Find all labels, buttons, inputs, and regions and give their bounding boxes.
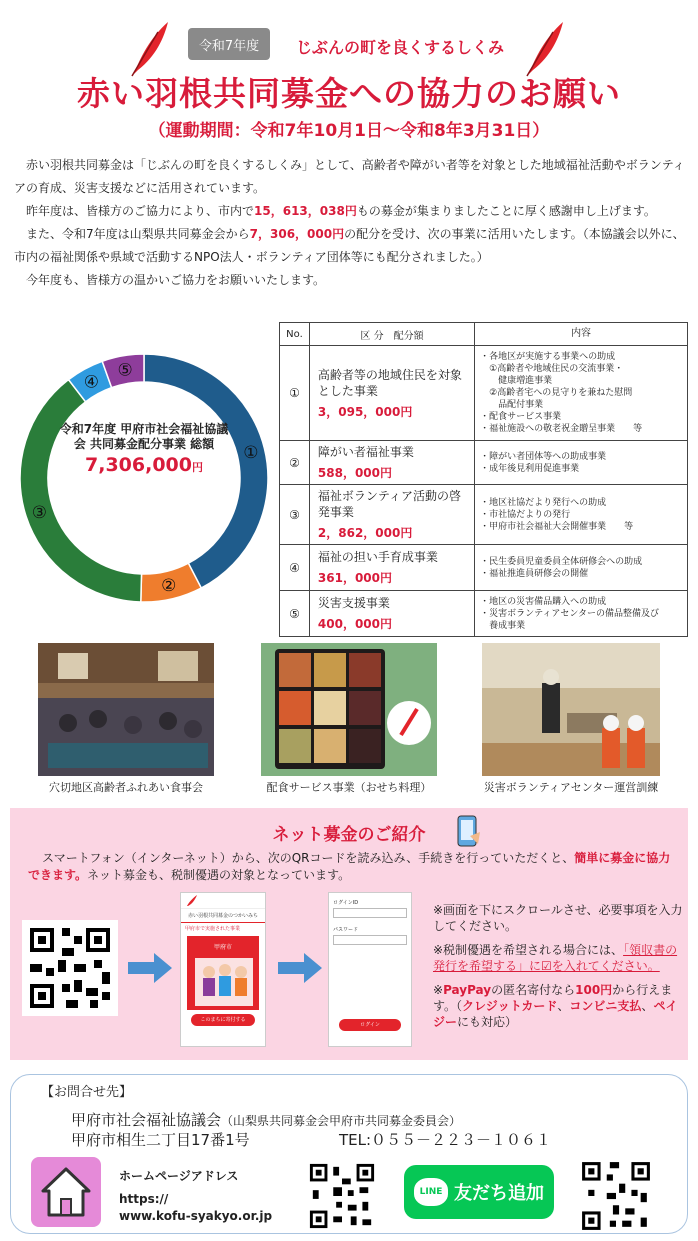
donut-svg <box>16 350 272 606</box>
phone-city-card <box>187 936 259 1010</box>
homepage-url[interactable]: www.kofu-syakyo.or.jp <box>119 1209 273 1223</box>
note-receipt-highlight: 「領収書の発行を希望する」に☑を入れてください。 <box>433 943 678 973</box>
tagline: じぶんの町を良くするしくみ <box>296 38 505 57</box>
detail-line: ・福祉施設への敬老祝金贈呈事業 等 <box>480 424 643 434</box>
allocation-donut-chart <box>16 350 272 606</box>
phone-password-label: パスワード <box>333 927 359 933</box>
detail-line: ・民生委員児童委員全体研修会への助成 <box>480 556 643 567</box>
line-qr-code[interactable] <box>579 1159 653 1233</box>
organization-address: 甲府市相生二丁目17番1号 <box>71 1131 250 1149</box>
net-donation-title: ネット募金のご紹介 <box>272 825 426 845</box>
year-badge: 令和7年度 <box>188 28 270 60</box>
homepage-qr-code[interactable] <box>307 1161 377 1231</box>
detail-line: ・市社協だよりの発行 <box>480 509 571 520</box>
credit-card-label: クレジットカード <box>462 999 558 1013</box>
net-desc-highlight: 簡単に募金に協力できます。 <box>28 851 671 882</box>
note-text-part: ※税制優遇を希望される場合には、 <box>433 943 624 957</box>
row-number: ④ <box>280 545 310 591</box>
last-year-total: 15，613，038円 <box>254 204 357 218</box>
category-amount: 361，000円 <box>317 571 393 585</box>
organization-tel: TEL:０５５－２２３－１０６１ <box>339 1131 552 1149</box>
row-category <box>309 591 474 637</box>
intro-paragraph <box>14 200 686 223</box>
detail-line: 健康増進事業 <box>480 376 553 386</box>
category-name: 障がい者福祉事業 <box>317 445 414 459</box>
phone-screen-city-page <box>180 892 266 1047</box>
net-donation-section <box>10 808 688 1060</box>
homepage-label: ホームページアドレス <box>119 1169 239 1183</box>
category-name: 福祉ボランティア活動の啓発事業 <box>317 489 461 519</box>
category-name: 高齢者等の地域住民を対象とした事業 <box>317 367 462 398</box>
page-title: 赤い羽根共同募金への協力のお願い <box>77 74 621 113</box>
photo-disaster-volunteer-training <box>482 643 660 776</box>
table-row <box>280 346 688 441</box>
detail-line: ①高齢者や地域住民の交流事業・ <box>480 364 624 374</box>
note-scroll: ※画面を下にスクロールさせ、必要事項を入力してください。 <box>433 903 683 933</box>
category-amount: 588，000円 <box>317 466 393 480</box>
row-details <box>475 346 688 441</box>
paypay-label: PayPay <box>443 983 492 997</box>
net-donation-notes <box>433 902 683 1038</box>
row-number: ① <box>280 346 310 441</box>
table-row <box>280 441 688 485</box>
contact-heading: 【お問合せ先】 <box>41 1085 133 1100</box>
qr-code-icon <box>579 1159 653 1233</box>
allocation-total: 7，306，000円 <box>249 227 345 241</box>
photo-caption: 災害ボランティアセンター運営訓練 <box>483 781 659 794</box>
category-amount: 2，862，000円 <box>317 526 413 540</box>
intro-text <box>14 154 686 292</box>
row-details <box>475 441 688 485</box>
phone-page-subtitle: 甲府市で実施された事業 <box>185 926 241 932</box>
net-desc-part: ネット募金も、税制優遇の対象となっています。 <box>87 868 351 882</box>
donut-total <box>56 454 232 476</box>
header-category: 区 分 配分額 <box>309 323 474 346</box>
detail-line: ・成年後見利用促進事業 <box>480 463 580 474</box>
row-category <box>309 441 474 485</box>
detail-line: ・地区社協だより発行への助成 <box>480 497 607 508</box>
table-row <box>280 485 688 545</box>
phone-screen-login <box>328 892 412 1047</box>
header-content: 内容 <box>475 323 688 346</box>
qr-code-icon <box>22 920 118 1016</box>
donut-slice-label: ④ <box>83 372 99 393</box>
phone-header <box>181 893 265 909</box>
red-feather-icon <box>185 894 199 908</box>
row-details <box>475 591 688 637</box>
net-desc-part: スマートフォン（インターネット）から、次のQRコードを読み込み、手続きを行っていただくと、 <box>42 851 575 865</box>
convenience-store-label: コンビニ支払 <box>569 999 642 1013</box>
donut-slice-label: ⑤ <box>117 360 133 381</box>
table-body <box>280 346 688 637</box>
qr-code-icon <box>307 1161 377 1231</box>
net-donation-description <box>28 850 678 884</box>
row-details <box>475 545 688 591</box>
payeasy-label: ペイジー <box>433 999 678 1029</box>
donut-title: 令和7年度 甲府市社会福祉協議会 共同募金配分事業 総額 <box>59 422 229 451</box>
allocation-table <box>279 322 688 637</box>
line-add-friend-button[interactable] <box>404 1165 554 1219</box>
row-category <box>309 545 474 591</box>
row-details <box>475 485 688 545</box>
note-tax-receipt <box>433 942 683 974</box>
home-icon <box>31 1157 101 1227</box>
detail-line: ・各地区が実施する事業への助成 <box>480 352 616 362</box>
detail-line: ・地区の災害備品購入への助成 <box>480 596 607 607</box>
detail-line: ・災害ボランティアセンターの備品整備及び <box>480 608 659 619</box>
photo-caption: 配食サービス事業（おせち料理） <box>266 781 432 794</box>
phone-password-input[interactable] <box>333 935 407 945</box>
intro-paragraph <box>14 223 686 269</box>
phone-page-title: 赤い羽根共同募金のつかいみち <box>181 909 265 923</box>
intro-text-part: 昨年度は、皆様方のご協力により、市内で <box>26 204 255 218</box>
intro-text-part: また、令和7年度は山梨県共同募金会から <box>26 227 250 241</box>
table-header-row <box>280 323 688 346</box>
arrow-right-icon <box>278 953 322 983</box>
donut-slice <box>20 380 142 602</box>
detail-line: 養成事業 <box>480 620 526 631</box>
donut-slice-label: ③ <box>31 503 48 524</box>
note-text-part: ※ <box>433 983 444 997</box>
photo-elderly-meal-event <box>38 643 214 776</box>
donut-center-label <box>56 422 232 475</box>
homepage-link-icon[interactable] <box>31 1157 101 1227</box>
note-payment <box>433 982 683 1030</box>
row-category <box>309 485 474 545</box>
line-logo-icon: LINE <box>414 1178 448 1206</box>
intro-text-part: の配分を受け、次の事業に活用いたします。（本協議会以外に、市内の福祉関係や県域で活動するNPO法人・ボランティア団体等にも配分されました。） <box>14 227 685 264</box>
phone-login-label: ログインID <box>333 900 359 906</box>
note-text-part: にも対応） <box>457 1015 518 1029</box>
phone-city-name: 甲府市 <box>213 944 232 951</box>
phone-donate-button[interactable]: このまちに寄付する <box>191 1014 255 1026</box>
category-name: 福祉の担い手育成事業 <box>317 550 438 564</box>
campaign-period: （運動期間：令和7年10月1日～令和8年3月31日） <box>148 121 550 141</box>
table-row <box>280 591 688 637</box>
detail-line: ・障がい者団体等への助成事業 <box>480 451 607 462</box>
donut-total-value: 7,306,000 <box>85 454 192 476</box>
contact-section <box>10 1074 688 1234</box>
intro-text-part: もの募金が集まりましたことに厚く感謝申し上げます。 <box>356 204 656 218</box>
org-main-name: 甲府市社会福祉協議会 <box>71 1111 222 1129</box>
detail-line: ②高齢者宅への見守りを兼ねた慰問 <box>480 388 633 398</box>
detail-line: ・甲府市社会福祉大会開催事業 等 <box>480 521 634 532</box>
photo-meal-delivery <box>261 643 437 776</box>
line-button-label: 友だち追加 <box>454 1183 544 1204</box>
intro-paragraph: 今年度も、皆様方の温かいご協力をお願いいたします。 <box>26 273 326 287</box>
photo-caption: 穴切地区高齢者ふれあい食事会 <box>49 781 203 794</box>
detail-line: ・福祉推進員研修会の開催 <box>480 568 589 579</box>
donut-slice-label: ① <box>243 442 259 463</box>
min-amount: 100円 <box>575 983 613 997</box>
organization-name <box>71 1109 461 1130</box>
phone-login-button[interactable]: ログイン <box>339 1019 401 1031</box>
org-sub-name: （山梨県共同募金会甲府市共同募金委員会） <box>221 1114 462 1128</box>
category-amount: 400，000円 <box>317 617 393 631</box>
smartphone-icon <box>452 814 484 848</box>
table-row <box>280 545 688 591</box>
category-amount: 3，095，000円 <box>317 404 413 419</box>
detail-line: 品配付事業 <box>480 400 544 410</box>
note-text-part: の匿名寄付なら <box>491 983 576 997</box>
note-text-part: 、 <box>557 999 570 1013</box>
donut-total-unit: 円 <box>191 461 203 474</box>
category-name: 災害支援事業 <box>317 596 390 610</box>
phone-login-input[interactable] <box>333 908 407 918</box>
homepage-url[interactable]: https:// <box>119 1192 169 1206</box>
note-text-part: から行えます。（ <box>433 983 673 1013</box>
header <box>0 0 698 150</box>
intro-paragraph: 赤い羽根共同募金は「じぶんの町を良くするしくみ」として、高齢者や障がい者等を対象とした地域福祉活動やボランティアの育成、災害支援などに活用されています。 <box>14 158 685 195</box>
donut-slice-label: ② <box>161 576 177 597</box>
row-number: ⑤ <box>280 591 310 637</box>
row-number: ② <box>280 441 310 485</box>
people-illustration-icon <box>195 958 253 1006</box>
row-number: ③ <box>280 485 310 545</box>
header-no: No. <box>280 323 310 346</box>
note-text-part: 、 <box>641 999 654 1013</box>
net-donation-qr-code[interactable] <box>22 920 118 1016</box>
detail-line: ・配食サービス事業 <box>480 412 562 422</box>
arrow-right-icon <box>128 953 172 983</box>
row-category <box>309 346 474 441</box>
